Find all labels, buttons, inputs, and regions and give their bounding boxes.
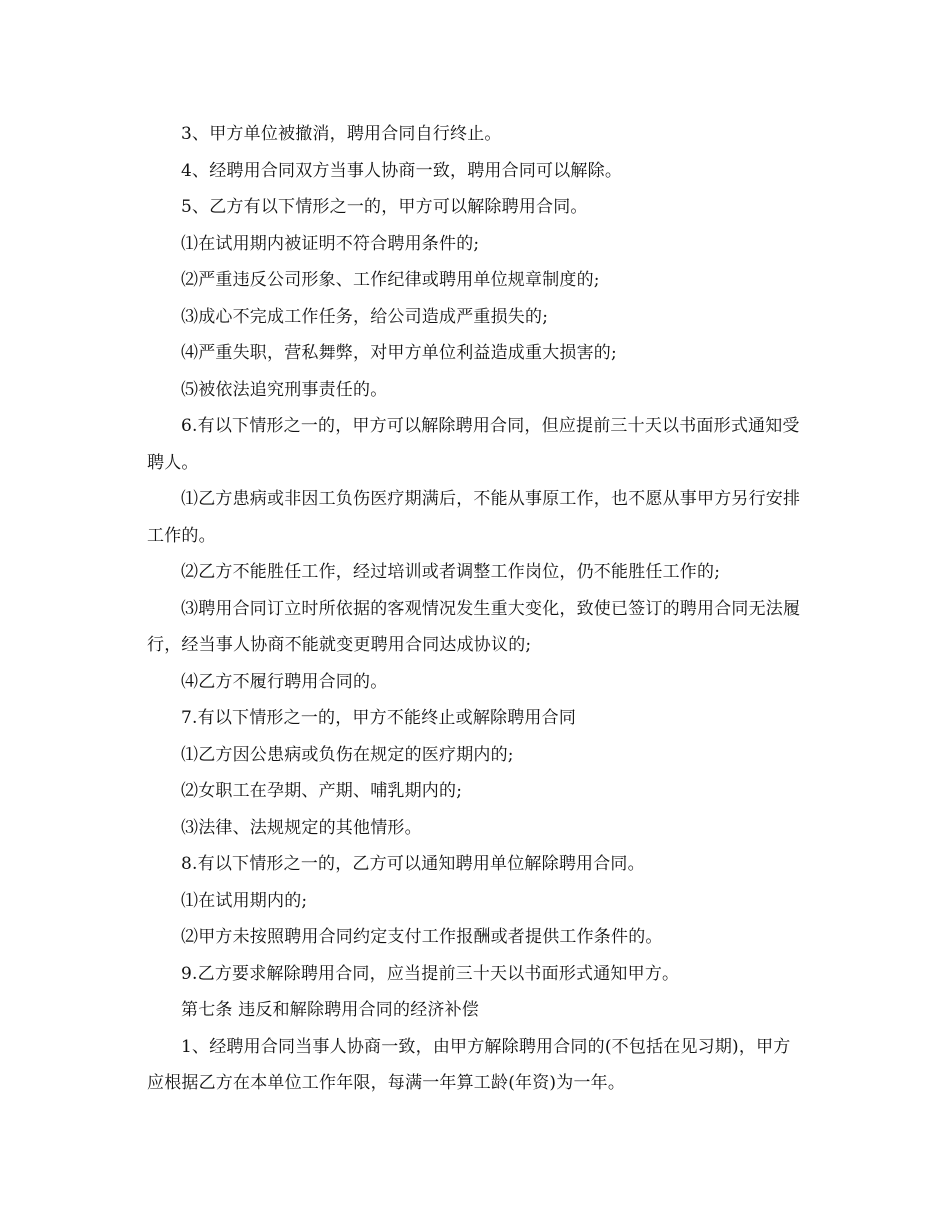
- document-body: [147, 116, 807, 1102]
- paragraph-7: ⑷严重失职，营私舞弊，对甲方单位利益造成重大损害的;: [181, 343, 617, 363]
- paragraph-11: ⑵乙方不能胜任工作，经过培训或者调整工作岗位，仍不能胜任工作的;: [181, 562, 721, 582]
- paragraph-4: ⑴在试用期内被证明不符合聘用条件的;: [181, 233, 480, 254]
- paragraph-8: ⑸被依法追究刑事责任的。: [181, 379, 388, 400]
- paragraph-17: ⑶法律、法规规定的其他情形。: [181, 817, 422, 838]
- paragraph-10: ⑴乙方患病或非因工负伤医疗期满后，不能从事原工作，也不愿从事甲方另行安排工作的。: [147, 489, 801, 546]
- paragraph-9: 6.有以下情形之一的，甲方可以解除聘用合同，但应提前三十天以书面形式通知受聘人。: [147, 416, 800, 473]
- paragraph-19: ⑴在试用期内的;: [181, 890, 308, 911]
- paragraph-23: 1、经聘用合同当事人协商一致，由甲方解除聘用合同的(不包括在见习期)，甲方应根据乙方在本单位工作年限，每满一年算工龄(年资)为一年。: [147, 1036, 791, 1093]
- paragraph-3: 5、乙方有以下情形之一的，甲方可以解除聘用合同。: [181, 197, 588, 217]
- paragraph-14: 7.有以下情形之一的，甲方不能终止或解除聘用合同: [181, 708, 577, 728]
- paragraph-1: 3、甲方单位被撤消，聘用合同自行终止。: [181, 124, 502, 144]
- paragraph-12: ⑶聘用合同订立时所依据的客观情况发生重大变化，致使已签订的聘用合同无法履行，经当事人协商不能就变更聘用合同达成协议的;: [147, 598, 801, 655]
- section-heading: 第七条 违反和解除聘用合同的经济补偿: [181, 1000, 480, 1020]
- paragraph-20: ⑵甲方未按照聘用合同约定支付工作报酬或者提供工作条件的。: [181, 927, 663, 947]
- paragraph-15: ⑴乙方因公患病或负伤在规定的医疗期内的;: [181, 744, 514, 765]
- paragraph-5: ⑵严重违反公司形象、工作纪律或聘用单位规章制度的;: [181, 270, 600, 290]
- paragraph-16: ⑵女职工在孕期、产期、哺乳期内的;: [181, 781, 463, 801]
- paragraph-6: ⑶成心不完成工作任务，给公司造成严重损失的;: [181, 306, 549, 327]
- paragraph-18: 8.有以下情形之一的，乙方可以通知聘用单位解除聘用合同。: [181, 854, 645, 874]
- paragraph-13: ⑷乙方不履行聘用合同的。: [181, 671, 388, 692]
- paragraph-21: 9.乙方要求解除聘用合同，应当提前三十天以书面形式通知甲方。: [181, 963, 680, 984]
- paragraph-2: 4、经聘用合同双方当事人协商一致，聘用合同可以解除。: [181, 160, 623, 181]
